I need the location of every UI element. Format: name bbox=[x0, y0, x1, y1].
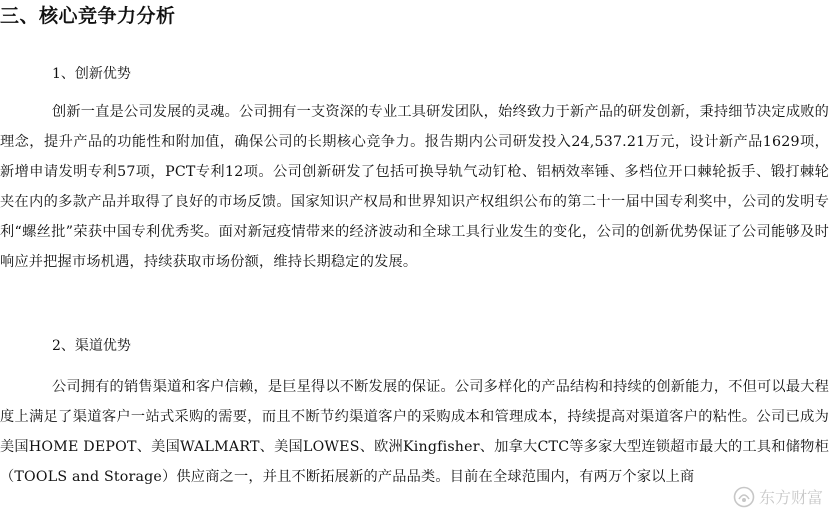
watermark-text: 东方财富 bbox=[758, 488, 823, 507]
subsection-heading-innovation: 1、创新优势 bbox=[52, 66, 131, 82]
section-title: 三、核心竞争力分析 bbox=[0, 5, 176, 27]
subsection-heading-channel: 2、渠道优势 bbox=[52, 338, 131, 354]
paragraph-innovation: 创新一直是公司发展的灵魂。公司拥有一支资深的专业工具研发团队，始终致力于新产品的研发创新，秉持细节决定成败的理念，提升产品的功能性和附加值，确保公司的长期核心竞争力。报告期内公司研发投入24,537.21万元，设计新产品1629项，新增申请发明专利57项，PCT专利12项。公司创新研发了包括可换导轨气动钉枪、铝柄效率锤、多档位开口棘轮扳手、锻打棘轮夹在内的多款产品并取得了良好的市场反馈。国家知识产权局和世界知识产权组织公布的第二十一届中国专利奖中，公司的发明专利“螺丝批”荣获中国专利优秀奖。面对新冠疫情带来的经济波动和全球工具行业发生的变化，公司的创新优势保证了公司能够及时响应并把握市场机遇，持续获取市场份额，维持长期稳定的发展。 bbox=[0, 104, 829, 270]
paragraph-channel: 公司拥有的销售渠道和客户信赖，是巨星得以不断发展的保证。公司多样化的产品结构和持续的创新能力，不但可以最大程度上满足了渠道客户一站式采购的需要，而且不断节约渠道客户的采购成本和管理成本，持续提高对渠道客户的粘性。公司已成为美国HOME DEPOT、美国WALMART、美国LOWES、欧洲Kingfisher、加拿大CTC等多家大型连锁超市最大的工具和储物柜（TOOLS and Storage）供应商之一，并且不断拓展新的产品品类。目前在全球范围内，有两万个家以上商 bbox=[0, 379, 829, 485]
